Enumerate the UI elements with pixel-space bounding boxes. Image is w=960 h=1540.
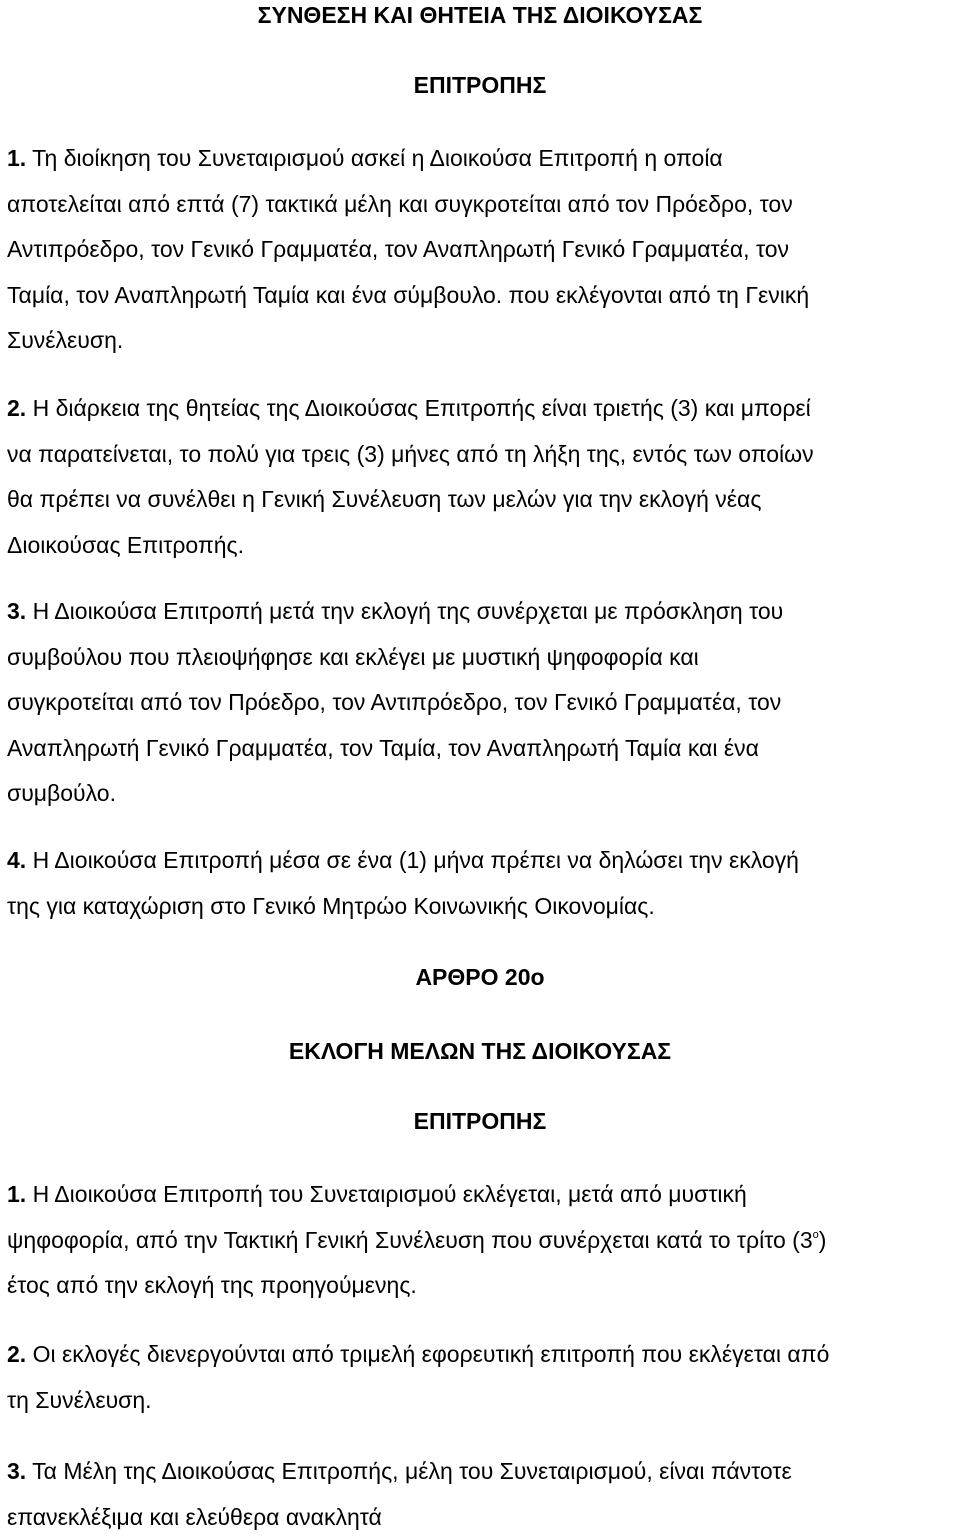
paragraph-line: Αντιπρόεδρο, τον Γενικό Γραμματέα, τον Αναπληρωτή Γενικό Γραμματέα, τον [7,227,957,273]
paragraph-number: 2. [7,1341,26,1367]
paragraph-line: να παρατείνεται, το πολύ για τρεις (3) μήνες από τη λήξη της, εντός των οποίων [7,432,957,478]
paragraph-number: 3. [7,1458,26,1484]
section-title-line2: ΕΠΙΤΡΟΠΗΣ [0,70,960,100]
paragraph-number: 1. [7,145,26,171]
paragraph-line: 1. Τη διοίκηση του Συνεταιρισμού ασκεί η Διοικούσα Επιτροπή η οποία [7,136,957,182]
article-paragraph-2 [7,1332,957,1423]
paragraph-line: συγκροτείται από τον Πρόεδρο, τον Αντιπρόεδρο, τον Γενικό Γραμματέα, τον [7,680,957,726]
paragraph-line: συμβούλου που πλειοψήφησε και εκλέγει με μυστική ψηφοφορία και [7,635,957,681]
paragraph-line: επανεκλέξιμα και ελεύθερα ανακλητά [7,1495,957,1540]
paragraph-3 [7,589,957,817]
paragraph-number: 2. [7,395,26,421]
paragraph-line: Συνέλευση. [7,318,957,364]
paragraph-line: Αναπληρωτή Γενικό Γραμματέα, τον Ταμία, τον Αναπληρωτή Ταμία και ένα [7,726,957,772]
paragraph-line: θα πρέπει να συνέλθει η Γενική Συνέλευση των μελών για την εκλογή νέας [7,477,957,523]
paragraph-1 [7,136,957,364]
paragraph-4 [7,838,957,929]
paragraph-line: 3. Η Διοικούσα Επιτροπή μετά την εκλογή της συνέρχεται με πρόσκληση του [7,589,957,635]
paragraph-line: της για καταχώριση στο Γενικό Μητρώο Κοινωνικής Οικονομίας. [7,884,957,930]
paragraph-line: συμβούλο. [7,771,957,817]
ordinal-superscript: ο [813,1229,819,1241]
paragraph-number: 1. [7,1181,26,1207]
paragraph-line: Διοικούσας Επιτροπής. [7,523,957,569]
article-paragraph-3 [7,1449,957,1540]
paragraph-line: ψηφοφορία, από την Τακτική Γενική Συνέλευση που συνέρχεται κατά το τρίτο $(3^o)$ [7,1218,957,1264]
article-title-line2: ΕΠΙΤΡΟΠΗΣ [0,1106,960,1136]
paragraph-line: 2. Η διάρκεια της θητείας της Διοικούσας Επιτροπής είναι τριετής (3) και μπορεί [7,386,957,432]
article-number: ΑΡΘΡΟ 20ο [0,962,960,992]
paragraph-line: έτος από την εκλογή της προηγούμενης. [7,1263,957,1309]
paragraph-line: 2. Οι εκλογές διενεργούνται από τριμελή εφορευτική επιτροπή που εκλέγεται από [7,1332,957,1378]
paragraph-line: 1. Η Διοικούσα Επιτροπή του Συνεταιρισμού εκλέγεται, μετά από μυστική [7,1172,957,1218]
paragraph-number: 3. [7,598,26,624]
section-title-line1: ΣΥΝΘΕΣΗ ΚΑΙ ΘΗΤΕΙΑ ΤΗΣ ΔΙΟΙΚΟΥΣΑΣ [0,0,960,30]
article-paragraph-1 [7,1172,957,1309]
paragraph-line: Ταμία, τον Αναπληρωτή Ταμία και ένα σύμβουλο. που εκλέγονται από τη Γενική [7,273,957,319]
paragraph-2 [7,386,957,568]
paragraph-line: 3. Τα Μέλη της Διοικούσας Επιτροπής, μέλη του Συνεταιρισμού, είναι πάντοτε [7,1449,957,1495]
article-title-line1: ΕΚΛΟΓΗ ΜΕΛΩΝ ΤΗΣ ΔΙΟΙΚΟΥΣΑΣ [0,1036,960,1066]
paragraph-line: αποτελείται από επτά (7) τακτικά μέλη και συγκροτείται από τον Πρόεδρο, τον [7,182,957,228]
paragraph-line: τη Συνέλευση. [7,1378,957,1424]
paragraph-line: 4. Η Διοικούσα Επιτροπή μέσα σε ένα (1) μήνα πρέπει να δηλώσει την εκλογή [7,838,957,884]
paragraph-number: 4. [7,847,26,873]
